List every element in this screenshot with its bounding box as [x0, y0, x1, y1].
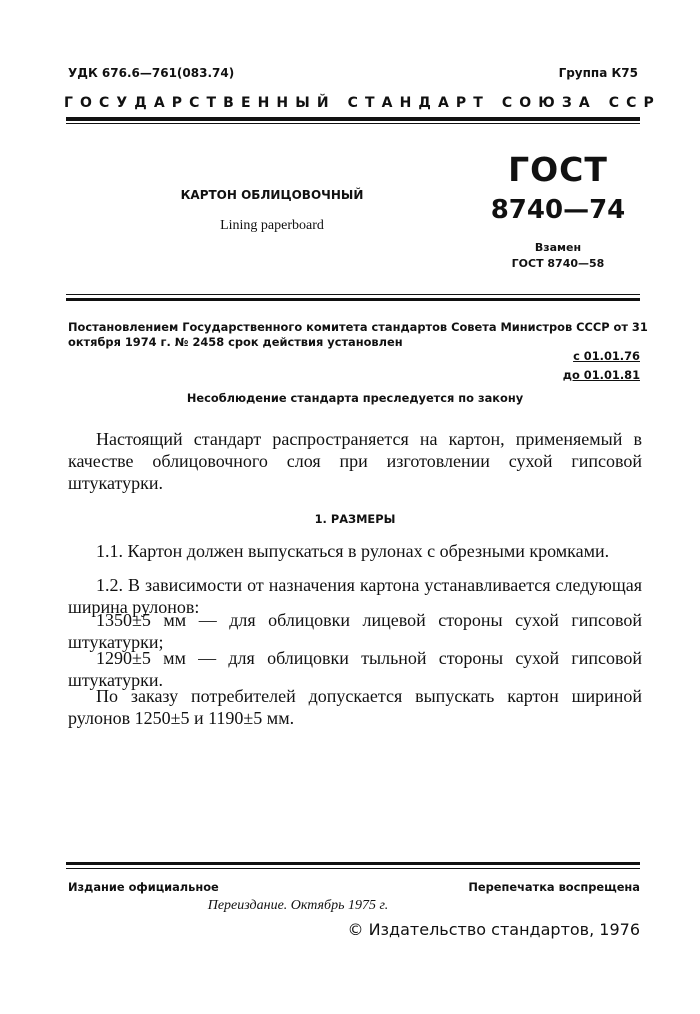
- gost-number: 8740—74: [490, 195, 626, 225]
- state-standard-banner: ГОСУДАРСТВЕННЫЙ СТАНДАРТ СОЮЗА ССР: [64, 95, 661, 111]
- validity-from: с 01.01.76: [573, 349, 640, 363]
- official-edition: Издание официальное: [68, 880, 219, 894]
- udk-code: УДК 676.6—761(083.74): [68, 66, 235, 80]
- replaces-label: Взамен: [534, 241, 582, 254]
- customer-order-note: По заказу потребителей допускается выпускать картон шириной рулонов 1250±5 и 1190±5 мм.: [68, 686, 642, 728]
- no-reprint-notice: Перепечатка воспрещена: [468, 880, 640, 894]
- clause-1-1: 1.1. Картон должен выпускаться в рулонах с обрезными кромками.: [96, 541, 610, 561]
- header-rule-heavy: [66, 117, 640, 121]
- validity-to: до 01.01.81: [562, 368, 640, 382]
- copyright: © Издательство стандартов, 1976: [347, 920, 640, 939]
- reissue-note: Переиздание. Октябрь 1975 г.: [207, 898, 389, 913]
- gost-label: ГОСТ: [508, 150, 608, 189]
- footer-rule-thin: [66, 868, 640, 869]
- law-notice: Несоблюдение стандарта преследуется по закону: [186, 391, 524, 405]
- group-code: Группа К75: [558, 66, 638, 80]
- replaces-number: ГОСТ 8740—58: [511, 257, 605, 270]
- decree-text: Постановлением Государственного комитета стандартов Совета Министров СССР от 31 октября 1974 г. № 2458 срок действия установлен: [68, 320, 648, 349]
- title-rule-heavy: [66, 298, 640, 301]
- standard-title-en: Lining paperboard: [220, 218, 324, 233]
- standard-title-ru: КАРТОН ОБЛИЦОВОЧНЫЙ: [180, 188, 364, 202]
- title-rule-thin: [66, 294, 640, 295]
- width-item-front: 1350±5 мм — для облицовки лицевой стороны сухой гипсовой штукатурки;: [68, 610, 642, 652]
- clause-1-2: 1.2. В зависимости от назначения картона устанавливается следующая ширина рулонов:: [68, 575, 642, 617]
- intro-paragraph: Настоящий стандарт распространяется на картон, применяемый в качестве облицовочного слоя при изготовлении сухой гипсовой штукатурки.: [68, 429, 642, 493]
- width-item-back: 1290±5 мм — для облицовки тыльной стороны сухой гипсовой штукатурки.: [68, 648, 642, 690]
- section-heading: 1. РАЗМЕРЫ: [314, 512, 396, 526]
- footer-rule-heavy: [66, 862, 640, 865]
- header-rule-thin: [66, 123, 640, 124]
